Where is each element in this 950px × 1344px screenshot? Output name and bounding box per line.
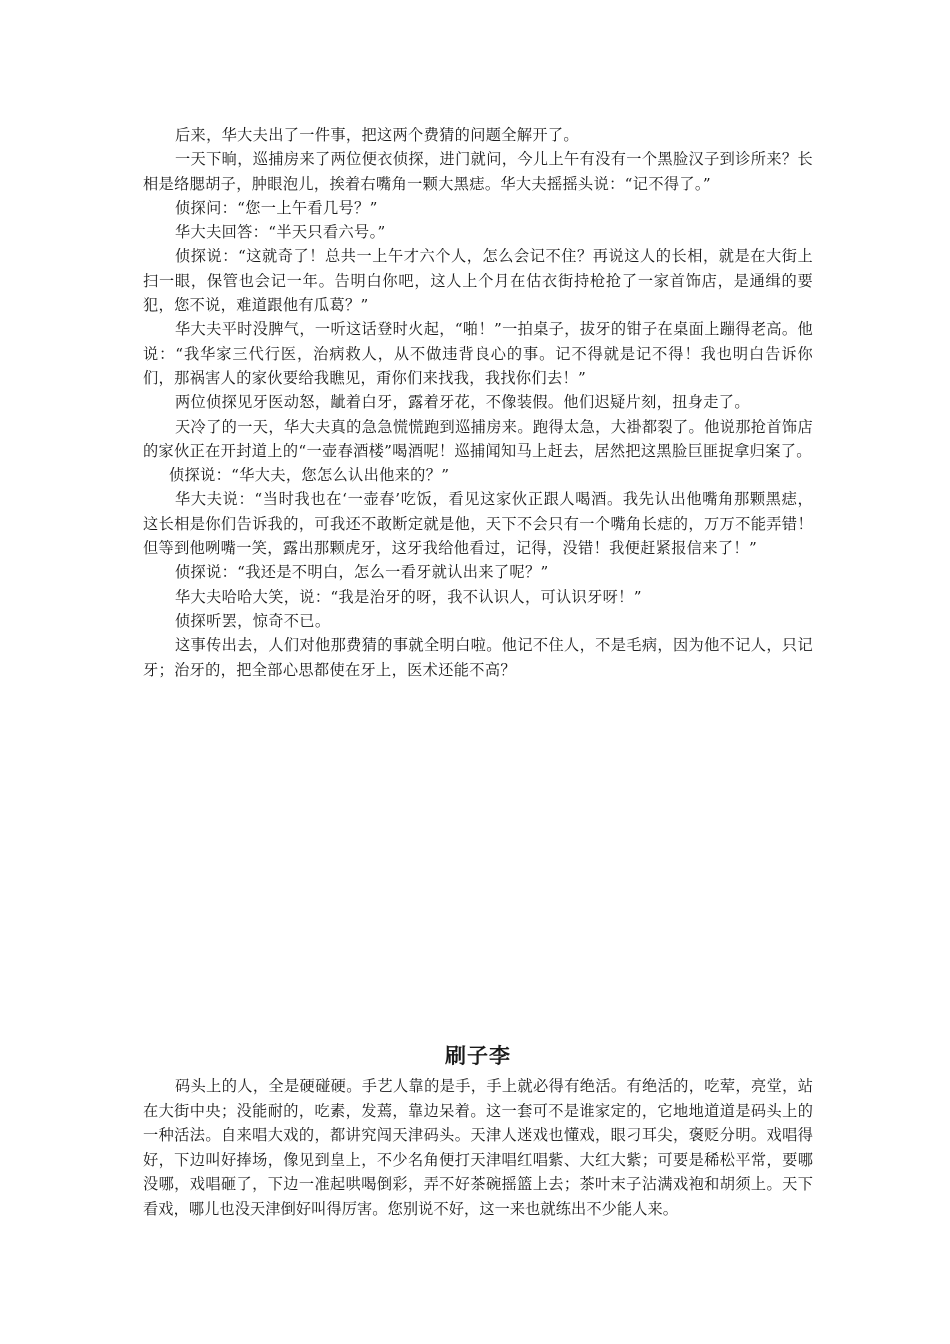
story-title: 刷子李 bbox=[445, 1044, 511, 1068]
paragraph: 侦探说：“这就奇了！总共一上午才六个人，怎么会记不住？再说这人的长相，就是在大街上扫一眼，保管也会记一年。告明白你吧，这人上个月在估衣街持枪抢了一家首饰店，是通缉的要犯，您不说，难道跟他有瓜葛？” bbox=[143, 247, 813, 315]
paragraph: 后来，华大夫出了一件事，把这两个费猜的问题全解开了。 bbox=[175, 126, 579, 144]
story-one-text bbox=[143, 123, 813, 682]
paragraph: 华大夫说：“当时我也在‘一壶春’吃饭，看见这家伙正跟人喝酒。我先认出他嘴角那颗黑痣，这长相是你们告诉我的，可我还不敢断定就是他，天下不会只有一个嘴角长痣的，万万不能弄错！但等到他咧嘴一笑，露出那颗虎牙，这牙我给他看过，记得，没错！我便赶紧报信来了！” bbox=[143, 490, 813, 558]
paragraph: 华大夫哈哈大笑，说：“我是治牙的呀，我不认识人，可认识牙呀！” bbox=[175, 587, 642, 606]
paragraph: 两位侦探见牙医动怒，龇着白牙，露着牙花，不像装假。他们迟疑片刻，扭身走了。 bbox=[175, 393, 750, 412]
paragraph: 一天下晌，巡捕房来了两位便衣侦探，进门就问，今儿上午有没有一个黑脸汉子到诊所来？长相是络腮胡子，肿眼泡儿，挨着右嘴角一颗大黑痣。华大夫摇摇头说：“记不得了。” bbox=[143, 150, 813, 193]
paragraph: 华大夫平时没脾气，一听这话登时火起，“啪！”一拍桌子，拔牙的钳子在桌面上蹦得老高。他说：“我华家三代行医，治病救人，从不做违背良心的事。记不得就是记不得！我也明白告诉你们，那祸害人的家伙要给我瞧见，甭你们来找我，我找你们去！” bbox=[143, 320, 813, 387]
paragraph: 侦探问：“您一上午看几号？” bbox=[175, 198, 378, 217]
paragraph: 天冷了的一天，华大夫真的急急慌慌跑到巡捕房来。跑得太急，大褂都裂了。他说那抢首饰店的家伙正在开封道上的“一壶春酒楼”喝酒呢！巡捕闻知马上赶去，居然把这黑脸巨匪捉拿归案了。 bbox=[143, 417, 813, 460]
paragraph: 这事传出去，人们对他那费猜的事就全明白啦。他记不住人，不是毛病，因为他不记人，只记牙；治牙的，把全部心思都使在牙上，医术还能不高？ bbox=[143, 636, 813, 679]
paragraph: 侦探说：“我还是不明白，怎么一看牙就认出来了呢？” bbox=[175, 563, 549, 582]
paragraph: 侦探听罢，惊奇不已。 bbox=[175, 611, 331, 630]
paragraph: 华大夫回答：“半天只看六号。” bbox=[175, 223, 386, 242]
paragraph: 侦探说：“华大夫，您怎么认出他来的？” bbox=[169, 466, 450, 485]
paragraph: 码头上的人，全是硬碰硬。手艺人靠的是手，手上就必得有绝活。有绝活的，吃荤，亮堂，站在大街中央；没能耐的，吃素，发蔫，靠边呆着。这一套可不是谁家定的，它地地道道是码头上的一种活法。自来唱大戏的，都讲究闯天津码头。天津人迷戏也懂戏，眼刁耳尖，褒贬分明。戏唱得好，下边叫好捧场，像见到皇上，不少名角便打天津唱红唱紫、大红大紫；可要是稀松平常，要哪没哪，戏唱砸了，下边一准起哄喝倒彩，弄不好茶碗摇篮上去；茶叶末子沾满戏袍和胡须上。天下看戏，哪儿也没天津倒好叫得厉害。您别说不好，这一来也就练出不少能人来。 bbox=[143, 1077, 813, 1218]
story-two-text bbox=[143, 1040, 813, 1222]
